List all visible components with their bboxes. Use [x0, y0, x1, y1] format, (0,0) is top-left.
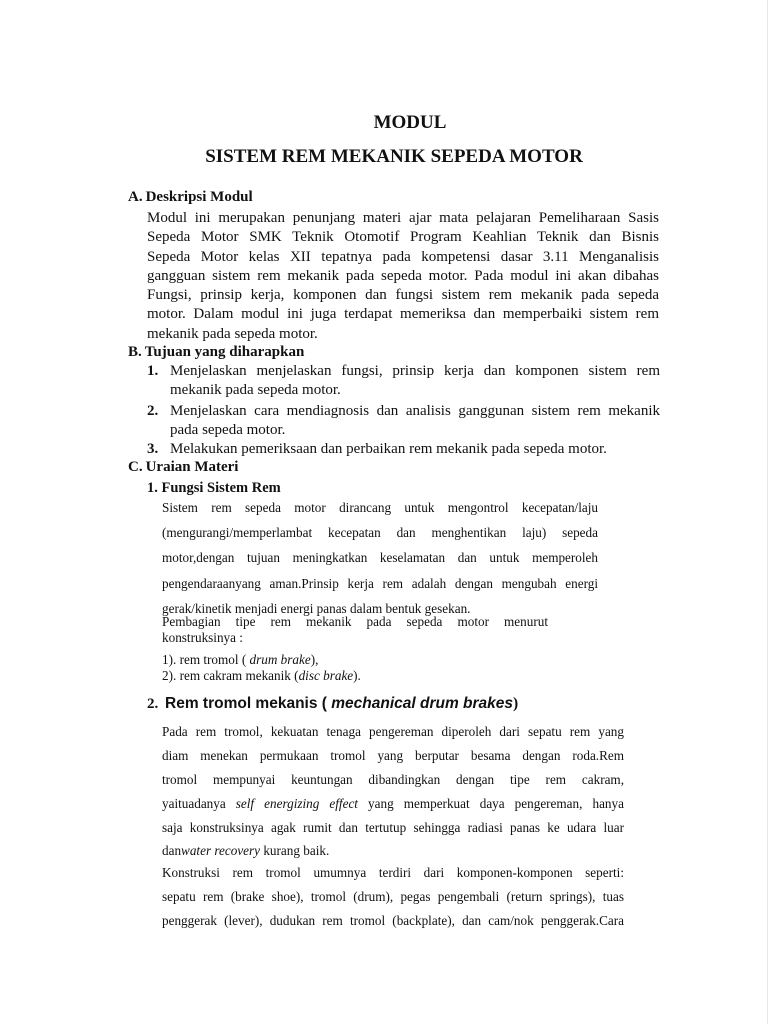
subsection-2-paragraph-1 — [162, 720, 624, 863]
brake-division-intro — [162, 614, 548, 645]
paragraph-line: Pembagian tipe rem mekanik pada sepeda motor menurut — [162, 614, 548, 629]
section-title: Deskripsi Modul — [145, 189, 253, 205]
section-c-heading — [128, 459, 238, 476]
document-subtitle: SISTEM REM MEKANIK SEPEDA MOTOR — [205, 146, 583, 167]
item-term: drum brake — [249, 652, 311, 667]
paragraph-line: saja konstruksinya agak rumit dan tertutup sehingga radiasi panas ke udara luar — [162, 819, 624, 835]
section-a-paragraph — [147, 209, 659, 344]
paragraph-line: Fungsi, prinsip kerja, komponen dan fungsi sistem rem mekanik pada sepeda — [147, 287, 659, 304]
paragraph-line: Pada rem tromol, kekuatan tenaga pengereman diperoleh dari sepatu rem yang — [162, 724, 624, 739]
section-b-heading — [128, 344, 304, 361]
brake-type-item — [162, 652, 598, 668]
list-number: 3. — [147, 441, 159, 457]
paragraph-line: motor,dengan tujuan meningkatkan keselamatan dan untuk memperoleh — [162, 550, 598, 566]
line-prefix: dan — [162, 843, 182, 859]
item-prefix: 2). rem cakram mekanik ( — [162, 667, 299, 683]
paragraph-line: gerak/kinetik menjadi energi panas dalam bentuk gesekan. — [162, 600, 471, 616]
subsection-2-heading — [147, 695, 518, 713]
section-letter: B. — [128, 344, 142, 360]
paragraph-line: Konstruksi rem tromol umumnya terdiri dari komponen-komponen seperti: — [162, 865, 624, 880]
list-line: pada sepeda motor. — [170, 422, 286, 438]
item-term: disc brake — [298, 667, 354, 683]
section-letter: C. — [128, 459, 143, 475]
paragraph-line: penggerak (lever), dudukan rem tromol (backplate), dan cam/nok penggerak.Cara — [162, 912, 624, 928]
document-title: MODUL — [373, 112, 447, 133]
list-line: mekanik pada sepeda motor. — [170, 382, 341, 398]
paragraph-line: gangguan sistem rem mekanik pada sepeda motor. Pada modul ini akan dibahas — [147, 267, 659, 284]
item-suffix: ), — [310, 652, 319, 667]
brake-type-item — [162, 668, 598, 684]
line-term: water recovery — [181, 843, 261, 859]
subsection-1-heading: 1. Fungsi Sistem Rem — [147, 480, 281, 496]
line-prefix: yaituadanya — [162, 795, 236, 811]
section-title: Tujuan yang diharapkan — [144, 344, 305, 360]
section-title: Uraian Materi — [145, 459, 239, 475]
section-letter: A. — [128, 189, 143, 205]
subsection-number: 2. — [147, 696, 159, 712]
list-line: Melakukan pemeriksaan dan perbaikan rem mekanik pada sepeda motor. — [170, 441, 607, 457]
list-line: Menjelaskan cara mendiagnosis dan analisis ganggunan sistem rem mekanik — [170, 403, 660, 419]
paragraph-line: Sepeda Motor SMK Teknik Otomotif Program Keahlian Teknik dan Bisnis — [147, 229, 659, 246]
paragraph-line: tromol mempunyai keuntungan dibandingkan dengan tipe rem cakram, — [162, 771, 624, 787]
line-suffix: kurang baik. — [260, 843, 330, 859]
paragraph-line: diam menekan permukaan tromol yang berputar besama dengan roda.Rem — [162, 747, 624, 763]
paragraph-line — [162, 792, 624, 816]
subsection-title-suffix: ) — [513, 695, 519, 712]
item-prefix: 1). rem tromol ( — [162, 652, 250, 667]
item-suffix: ). — [353, 667, 361, 683]
subsection-1-paragraph — [162, 495, 598, 621]
list-number: 1. — [147, 363, 159, 379]
section-a-heading — [128, 189, 253, 206]
subsection-2-paragraph-2 — [162, 861, 624, 933]
paragraph-line: konstruksinya : — [162, 629, 243, 645]
subsection-title-prefix: Rem tromol mekanis ( — [165, 695, 332, 712]
subsection-title-term: mechanical drum brakes — [331, 695, 514, 712]
paragraph-line: mekanik pada sepeda motor. — [147, 325, 318, 342]
paragraph-line: (mengurangi/memperlambat kecepatan dan menghentikan laju) sepeda — [162, 525, 598, 541]
list-line: Menjelaskan menjelaskan fungsi, prinsip kerja dan komponen sistem rem — [170, 363, 660, 379]
paragraph-line: motor. Dalam modul ini juga terdapat memeriksa dan memperbaiki sistem rem — [147, 306, 659, 323]
line-suffix: yang memperkuat daya pengereman, hanya — [357, 795, 624, 811]
paragraph-line: pengendaraanyang aman.Prinsip kerja rem adalah dengan mengubah energi — [162, 575, 598, 591]
brake-types-list — [162, 652, 598, 683]
paragraph-line: Sepeda Motor kelas XII tepatnya pada kompetensi dasar 3.11 Menganalisis — [147, 248, 659, 265]
line-term: self energizing effect — [235, 795, 358, 811]
paragraph-line: Modul ini merupakan penunjang materi ajar mata pelajaran Pemeliharaan Sasis — [147, 210, 659, 226]
list-number: 2. — [147, 403, 159, 419]
paragraph-line: Sistem rem sepeda motor dirancang untuk mengontrol kecepatan/laju — [162, 500, 598, 515]
paragraph-line — [162, 839, 624, 863]
paragraph-line: sepatu rem (brake shoe), tromol (drum), pegas pengembali (return springs), tuas — [162, 888, 624, 904]
